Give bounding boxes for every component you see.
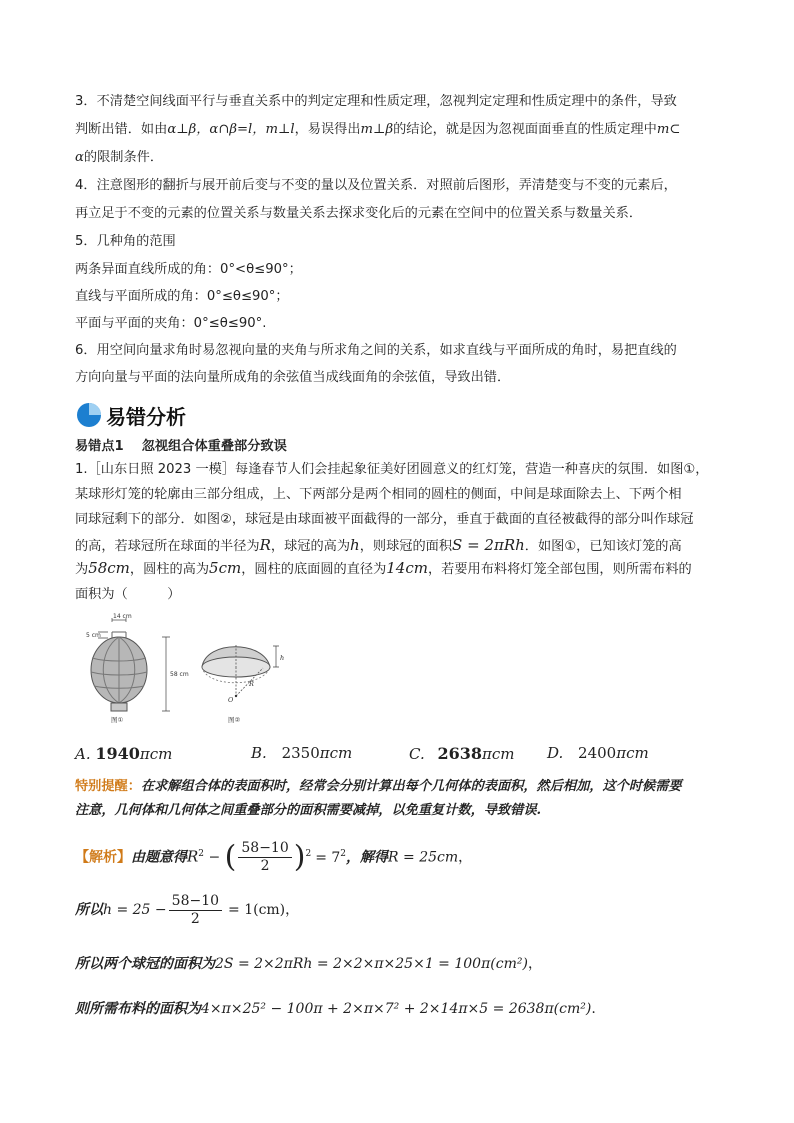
lantern-height: 58cm xyxy=(88,559,130,577)
label-R: R xyxy=(249,680,254,688)
para6-line1: 6．用空间向量求角时易忽视向量的夹角与所求角之间的关系，如求直线与平面所成的角时，易把直线的 xyxy=(75,343,677,358)
cap-area-calculation: 2S = 2×2πRh = 2×2×π×25×1 = 100π(cm²) xyxy=(215,956,528,972)
solution-text: 由题意得 xyxy=(131,849,187,866)
problem-line2: 某球形灯笼的轮廓由三部分组成，上、下两部分是两个相同的圆柱的侧面，中间是球面除去上、下两个相 xyxy=(75,487,682,502)
cylinder-height: 5cm xyxy=(209,559,242,577)
option-letter: D. xyxy=(547,744,564,762)
problem-text: 的高，若球冠所在球面的半径为 xyxy=(75,539,260,554)
para4-line2: 再立足于不变的元素的位置关系与数量关系去探求变化后的元素在空间中的位置关系与数量关系． xyxy=(75,206,643,221)
para5-range2: 直线与平面所成的角：0°≤θ≤90°； xyxy=(75,289,289,304)
problem-text: ，球冠的高为 xyxy=(270,539,351,554)
fraction-denominator: 2 xyxy=(260,858,270,875)
cap-area-formula: S = 2πRh xyxy=(452,536,525,554)
cylinder-diameter: 14cm xyxy=(386,559,428,577)
section-title: 易错分析 xyxy=(106,404,186,429)
solution-line2 xyxy=(75,890,299,930)
para5-range3: 平面与平面的夹角：0°≤θ≤90°. xyxy=(75,316,267,331)
error-point-text: 忽视组合体重叠部分致误 xyxy=(141,439,287,454)
option-unit: πcm xyxy=(319,744,353,762)
option-d[interactable] xyxy=(547,744,649,762)
punctuation: ， xyxy=(458,849,473,866)
label-O: O xyxy=(228,696,234,704)
option-letter: C. xyxy=(409,745,425,763)
problem-text: ，则球冠的面积 xyxy=(359,539,453,554)
para5-range1: 两条异面直线所成的角：0°<θ≤90°； xyxy=(75,262,302,277)
tip-text: 注意，几何体和几何体之间重叠部分的面积需要减掉，以免重复计数，导致错误. xyxy=(75,803,542,818)
option-c[interactable] xyxy=(409,744,515,763)
option-b[interactable] xyxy=(251,744,352,762)
solution-line1: 【解析】由题意得$R^2$ − ( $\frac{58-10}{2}$ )$^2 = 7^2$，解得R = 25cm， xyxy=(75,839,473,875)
lantern-figure xyxy=(78,610,298,726)
label-h: h xyxy=(280,654,285,662)
height-symbol: h xyxy=(350,536,360,554)
punctuation: ， xyxy=(527,956,542,972)
solution-text: ，解得 xyxy=(346,849,389,866)
figure1-caption: 图① xyxy=(111,716,124,724)
radius-symbol: R xyxy=(187,847,199,866)
punctuation: . xyxy=(591,1001,596,1017)
para3-line3 xyxy=(75,148,163,168)
problem-text: ．如图①，已知该灯笼的高 xyxy=(524,539,682,554)
label-14cm: 14 cm xyxy=(113,613,132,620)
problem-text: 为 xyxy=(75,562,89,577)
para5-title: 5．几种角的范围 xyxy=(75,234,176,249)
height-expression: h = 25 − xyxy=(103,902,167,918)
fraction-numerator: 58−10 xyxy=(238,840,291,858)
label-5cm: 5 cm xyxy=(86,632,101,639)
para3-math-b: m⊥β xyxy=(360,122,394,137)
option-value: 2400 xyxy=(578,744,617,762)
option-unit: πcm xyxy=(482,745,515,763)
para3-text-c: 的结论，就是因为忽视面面垂直的性质定理中 xyxy=(393,122,657,137)
punctuation: ， xyxy=(285,902,300,918)
solution-label: 【解析】 xyxy=(75,849,131,866)
tip-line2 xyxy=(75,801,541,821)
option-value: 1940 xyxy=(95,744,140,763)
para3-text-d: 的限制条件． xyxy=(83,150,164,165)
para3-line1: 3．不清楚空间线面平行与垂直关系中的判定定理和性质定理，忽视判定定理和性质定理中的条件，导致 xyxy=(75,94,677,109)
lantern-diagram xyxy=(91,618,170,711)
option-value: 2638 xyxy=(437,744,483,763)
fraction xyxy=(169,893,222,928)
para3-math-d: α xyxy=(75,150,84,165)
para3-math-a: α⊥β，α∩β=l，m⊥l xyxy=(167,122,295,137)
problem-text: ，圆柱的高为 xyxy=(129,562,210,577)
error-point-heading xyxy=(75,437,287,457)
figure2-caption: 图② xyxy=(228,716,241,724)
option-unit: πcm xyxy=(139,745,173,763)
problem-line3: 同球冠剩下的部分．如图②，球冠是由球面被平面截得的一部分，垂直于截面的直径被截得的部分叫作球冠 xyxy=(75,512,694,527)
solution-text: 则所需布料的面积为 xyxy=(75,1001,201,1017)
tip-label: 特别提醒： xyxy=(75,779,141,794)
para3-math-c: m⊂ xyxy=(656,122,681,137)
label-58cm: 58 cm xyxy=(170,671,189,678)
para3-line2 xyxy=(75,120,680,140)
option-unit: πcm xyxy=(616,744,649,762)
solution-text: 所以两个球冠的面积为 xyxy=(75,956,215,972)
problem-line1: 1.［山东日照 2023 一模］每逢春节人们会挂起象征美好团圆意义的红灯笼，营造一种喜庆的氛围．如图①， xyxy=(75,462,709,477)
height-result: = 1(cm) xyxy=(228,902,286,918)
tip-line1 xyxy=(75,777,682,797)
problem-line6: 面积为（ ） xyxy=(75,587,181,602)
option-letter: A. xyxy=(75,745,91,763)
para3-text-a: 判断出错．如由 xyxy=(75,122,168,137)
option-letter: B. xyxy=(251,744,267,762)
section-heading xyxy=(76,400,186,430)
option-a[interactable] xyxy=(75,744,172,763)
problem-text: ，若要用布料将灯笼全部包围，则所需布料的 xyxy=(427,562,692,577)
fraction-numerator: 58−10 xyxy=(169,893,222,911)
problem-text: ，圆柱的底面圆的直径为 xyxy=(241,562,387,577)
answer-options xyxy=(75,744,715,768)
error-point-label: 易错点1 xyxy=(75,439,124,454)
para6-line2: 方向向量与平面的法向量所成角的余弦值当成线面角的余弦值，导致出错． xyxy=(75,370,511,385)
option-value: 2350 xyxy=(281,744,320,762)
solution-line4 xyxy=(75,999,596,1019)
fraction-denominator: 2 xyxy=(190,910,200,927)
radius-symbol: R xyxy=(259,536,271,554)
solution-text: 所以 xyxy=(75,902,103,918)
equation-rhs: = 7 xyxy=(315,849,341,866)
problem-line5 xyxy=(75,558,692,580)
radius-result: R = 25cm xyxy=(388,849,459,866)
pie-chart-icon xyxy=(76,402,102,428)
spherical-cap-diagram xyxy=(202,645,279,697)
fraction xyxy=(238,840,291,875)
para4-line1: 4．注意图形的翻折与展开前后变与不变的量以及位置关系．对照前后图形，弄清楚变与不变的元素后， xyxy=(75,178,677,193)
problem-line4 xyxy=(75,535,682,557)
solution-line3 xyxy=(75,954,542,974)
total-area-calculation: 4×π×25² − 100π + 2×π×7² + 2×14π×5 = 2638π(cm²) xyxy=(201,1001,592,1017)
para3-text-b: ，易误得出 xyxy=(294,122,361,137)
tip-text: 在求解组合体的表面积时，经常会分别计算出每个几何体的表面积，然后相加，这个时候需要 xyxy=(140,779,682,794)
